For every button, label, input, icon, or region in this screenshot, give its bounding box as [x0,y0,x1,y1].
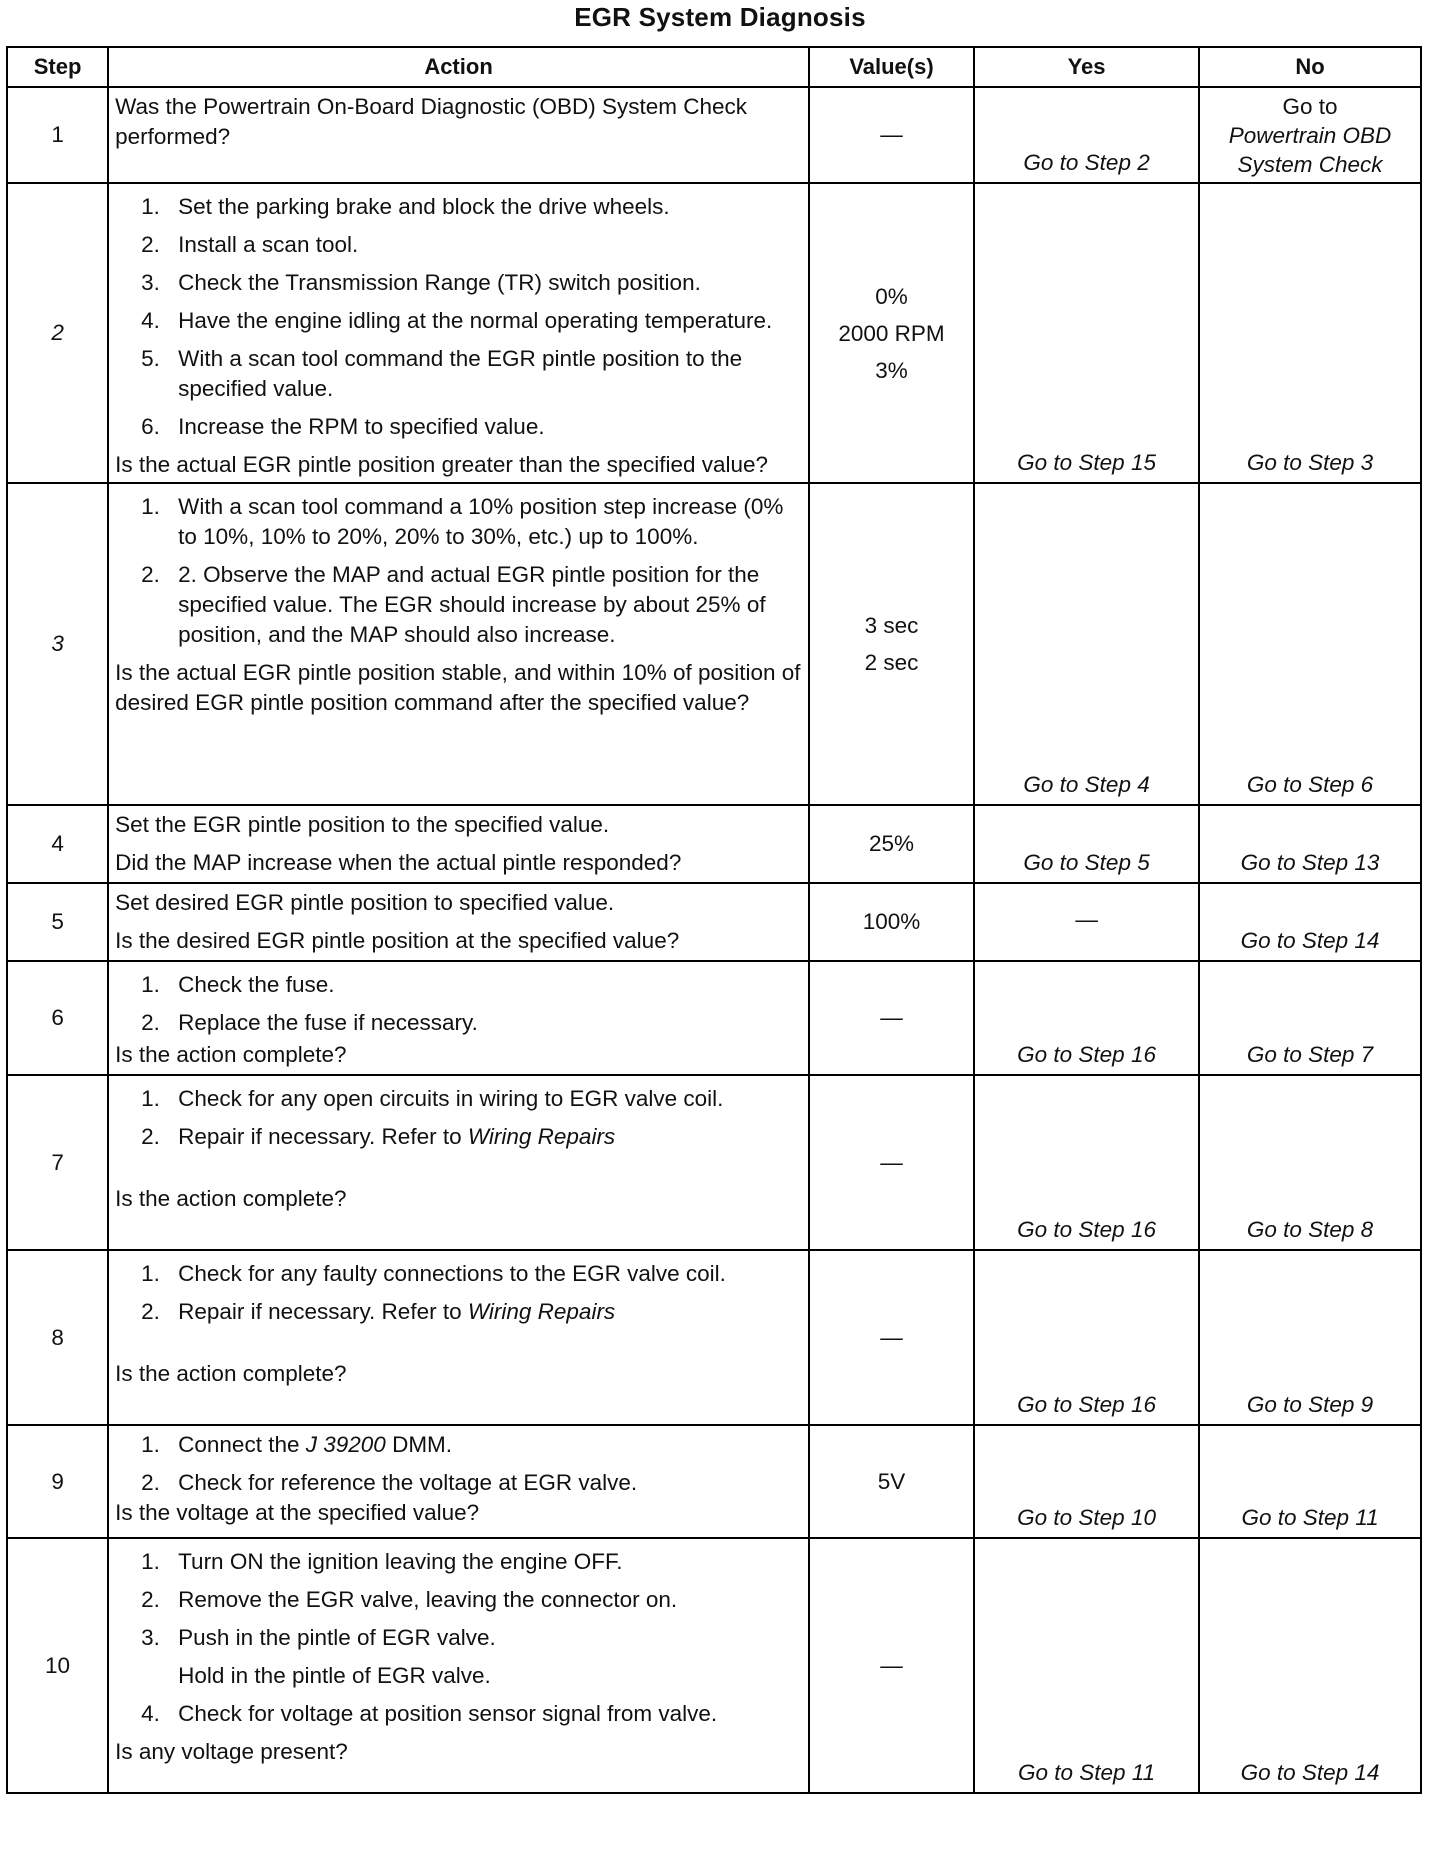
list-item [115,1430,802,1460]
item-text: Check for voltage at position sensor signal from valve. [178,1701,718,1726]
item-number: 5. [141,346,160,371]
value-cell: 25% [809,805,974,883]
no-cell: Go to Step 3 [1199,183,1421,483]
yes-cell: Go to Step 16 [974,1075,1199,1250]
no-cell: Go to Step 11 [1199,1425,1421,1538]
action-cell [108,183,809,483]
item-number: 1. [141,1549,160,1574]
list-item [115,1297,802,1327]
item-number: 4. [141,1701,160,1726]
value-cell [809,183,974,483]
reference-link[interactable]: Wiring Repairs [467,1299,616,1324]
question: Is the actual EGR pintle position greater than the specified value? [115,452,769,477]
item-number: 2. [141,1470,160,1495]
table-row [7,883,1421,961]
step-number: 5 [7,883,108,961]
no-line: Go to [1282,93,1338,119]
item-text: 2. Observe the MAP and actual EGR pintle position for the specified value. The EGR should increase by about 25% of position, and the MAP should also increase. [178,562,766,647]
item-text: Hold in the pintle of EGR valve. [178,1663,491,1688]
no-cell: Go to Step 13 [1199,805,1421,883]
list-item [115,1547,802,1577]
item-text [178,1430,802,1460]
question: Is the action complete? [115,1042,347,1067]
list-item [115,970,802,1000]
action-cell [108,87,809,183]
list-item [115,1122,802,1152]
list-item [115,1585,802,1615]
table-row [7,805,1421,883]
item-number: 1. [141,494,160,519]
header-row [7,47,1421,87]
item-text [178,1122,802,1152]
item-text: Check for any open circuits in wiring to EGR valve coil. [178,1086,724,1111]
item-text: With a scan tool command a 10% position step increase (0% to 10%, 10% to 20%, 20% to 30%, etc.) up to 100%. [178,494,784,549]
value-cell: — [809,1538,974,1793]
step-number: 2 [7,183,108,483]
question: Is the desired EGR pintle position at the specified value? [115,928,680,953]
action-cell [108,483,809,805]
item-text-part: DMM. [385,1432,453,1457]
table-row [7,1538,1421,1793]
list-item [115,306,802,336]
item-number: 1. [141,1432,160,1457]
action-cell [108,1538,809,1793]
item-text: Remove the EGR valve, leaving the connector on. [178,1587,678,1612]
item-number: 3. [141,270,160,295]
value-cell: — [809,87,974,183]
yes-cell: Go to Step 2 [974,87,1199,183]
question: Is the voltage at the specified value? [115,1500,480,1525]
list-item [115,268,802,298]
item-text: Set the parking brake and block the drive wheels. [178,194,670,219]
item-text: Check for any faulty connections to the EGR valve coil. [178,1261,726,1286]
table-row [7,183,1421,483]
diagnosis-table [6,46,1422,1794]
item-text: Push in the pintle of EGR valve. [178,1625,496,1650]
item-text: Install a scan tool. [178,232,359,257]
list-item [115,412,802,442]
item-text: Check for reference the voltage at EGR valve. [178,1470,638,1495]
value-cell: — [809,1075,974,1250]
list-item [115,1259,802,1289]
table-row [7,961,1421,1075]
tool-name: J 39200 [305,1432,386,1457]
no-cell: Go to Step 9 [1199,1250,1421,1425]
yes-cell: Go to Step 10 [974,1425,1199,1538]
item-number: 2. [141,562,160,587]
value-line: 2000 RPM [838,320,945,346]
list-item [115,1008,802,1038]
item-number: 1. [141,972,160,997]
action-cell [108,1250,809,1425]
item-text: Replace the fuse if necessary. [178,1010,478,1035]
step-number: 8 [7,1250,108,1425]
item-text-part: Connect the [178,1432,306,1457]
list-item [115,230,802,260]
item-number: 2. [141,1299,160,1324]
item-number: 2. [141,1010,160,1035]
item-text: Turn ON the ignition leaving the engine OFF. [178,1549,623,1574]
step-number: 10 [7,1538,108,1793]
table-row [7,87,1421,183]
item-number: 4. [141,308,160,333]
item-text: With a scan tool command the EGR pintle position to the specified value. [178,346,743,401]
item-text: Check the Transmission Range (TR) switch position. [178,270,701,295]
list-item [115,492,802,552]
value-cell [809,483,974,805]
reference-link[interactable]: Wiring Repairs [467,1124,616,1149]
value-line: 3% [875,357,908,383]
no-cell [1199,87,1421,183]
item-number: 6. [141,414,160,439]
list-item [115,560,802,650]
item-number: 2. [141,1587,160,1612]
item-text: Check the fuse. [178,972,335,997]
step-number: 6 [7,961,108,1075]
header-yes: Yes [974,47,1199,87]
table-row [7,1075,1421,1250]
step-number: 7 [7,1075,108,1250]
no-cell: Go to Step 14 [1199,1538,1421,1793]
item-number: 1. [141,194,160,219]
list-item [115,1084,802,1114]
list-item [115,1623,802,1653]
table-row [7,1425,1421,1538]
value-line: 2 sec [864,650,919,675]
item-text: Have the engine idling at the normal operating temperature. [178,308,773,333]
value-cell: — [809,961,974,1075]
item-number: 2. [141,1124,160,1149]
item-text-part: Repair if necessary. Refer to [178,1299,468,1324]
list-item [115,192,802,222]
action-cell [108,883,809,961]
header-no: No [1199,47,1421,87]
item-number: 1. [141,1086,160,1111]
yes-cell: Go to Step 16 [974,961,1199,1075]
header-action: Action [108,47,809,87]
header-step: Step [7,47,108,87]
step-number: 3 [7,483,108,805]
page-title: EGR System Diagnosis [574,2,866,32]
yes-cell: Go to Step 4 [974,483,1199,805]
no-line: Powertrain OBD [1228,122,1392,148]
item-number: 2. [141,232,160,257]
value-cell: 5V [809,1425,974,1538]
action-line: Set the EGR pintle position to the specified value. [115,812,610,837]
yes-cell: Go to Step 11 [974,1538,1199,1793]
item-number: 1. [141,1261,160,1286]
value-line: 3 sec [864,613,919,638]
item-text: Increase the RPM to specified value. [178,414,545,439]
no-cell: Go to Step 7 [1199,961,1421,1075]
yes-cell: Go to Step 15 [974,183,1199,483]
no-cell: Go to Step 8 [1199,1075,1421,1250]
no-cell: Go to Step 6 [1199,483,1421,805]
question: Did the MAP increase when the actual pintle responded? [115,850,682,875]
yes-cell: Go to Step 16 [974,1250,1199,1425]
step-number: 1 [7,87,108,183]
value-cell: — [809,1250,974,1425]
action-cell [108,1425,809,1538]
table-row [7,1250,1421,1425]
action-cell [108,961,809,1075]
item-text [178,1297,802,1327]
item-number: 3. [141,1625,160,1650]
question: Is the actual EGR pintle position stable, and within 10% of position of desired EGR pintle position command after the specified value? [115,660,801,715]
action-line: Set desired EGR pintle position to specified value. [115,890,615,915]
table-row [7,483,1421,805]
step-number: 9 [7,1425,108,1538]
value-cell: 100% [809,883,974,961]
step-number: 4 [7,805,108,883]
list-item [115,1468,802,1498]
list-item [115,1661,802,1691]
yes-cell: — [974,883,1199,961]
question: Is the action complete? [115,1361,347,1386]
no-cell: Go to Step 14 [1199,883,1421,961]
header-values: Value(s) [809,47,974,87]
item-text-part: Repair if necessary. Refer to [178,1124,468,1149]
question: Is any voltage present? [115,1739,348,1764]
question: Was the Powertrain On-Board Diagnostic (OBD) System Check performed? [115,94,748,149]
list-item [115,344,802,404]
action-cell [108,805,809,883]
yes-cell: Go to Step 5 [974,805,1199,883]
no-line: System Check [1237,151,1383,177]
value-line: 0% [875,283,908,309]
question: Is the action complete? [115,1186,347,1211]
action-cell [108,1075,809,1250]
list-item [115,1699,802,1729]
